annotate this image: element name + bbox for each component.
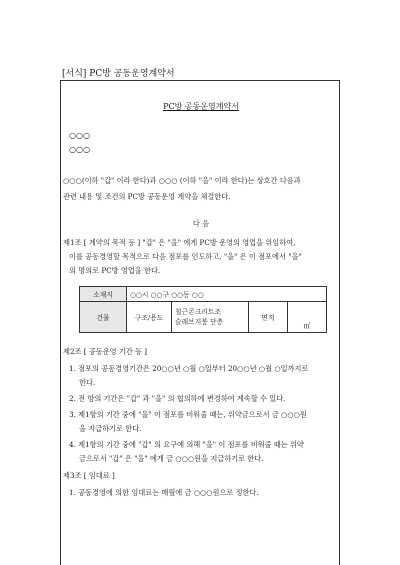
area-unit: ㎡ xyxy=(288,302,327,333)
structure-label: 구조/용도 xyxy=(127,302,172,333)
article-2-item-3b: 을 지급하기로 한다. xyxy=(79,424,142,433)
location-value: ○○시 ○○구 ○○동 ○○ xyxy=(127,287,327,302)
location-label: 소재지 xyxy=(80,287,127,302)
article-2-item-3a: 3. 제1항의 기간 중에 "을" 이 점포를 비워줄 때는, 위약금으로서 금 ○○○원 xyxy=(69,410,307,419)
article-1-title: 제1조 [ 계약의 목적 등 ] "갑" 은 "을" 에게 PC방 운영의 영업을 위임하여, xyxy=(63,238,296,247)
article-2-item-1b: 한다. xyxy=(79,378,96,387)
article-3-title: 제3조 [ 임대료 ] xyxy=(63,471,115,480)
structure-value-line-1: 철근콘크리트조 xyxy=(175,308,221,316)
structure-value xyxy=(172,302,249,333)
contract-frame xyxy=(60,80,340,565)
article-2-item-1a: 1. 점포의 공동경영기간은 20○○년 ○월 ○일부터 20○○년 ○월 ○일까지로 xyxy=(69,364,309,373)
intro-line-2: 관련 내용 및 조건의 PC방 공동운영 계약을 체결한다. xyxy=(63,192,231,201)
article-1-line-2: 이를 공동경영할 목적으로 다음 점포를 인도하고, "을" 은 이 점포에서 "을" xyxy=(69,252,302,261)
intro-line-1: ○○○(이하 "갑" 이라 한다)과 ○○○ (이하 "을" 이라 한다)는 상호간 다음과 xyxy=(63,176,301,185)
form-label: [서식] PC방 공동운영계약서 xyxy=(62,69,175,79)
party-b: ○○○ xyxy=(69,145,90,154)
section-heading: 다 음 xyxy=(192,219,210,228)
article-2-item-4a: 4. 제1항의 기간 중에 "갑" 의 요구에 의해 "을" 이 점포를 비워줄 때는 위약 xyxy=(69,440,304,449)
article-2-item-2: 2. 전 항의 기간은 "갑" 과 "을" 의 협의하에 변경하여 계속할 수 있다. xyxy=(69,394,286,403)
property-table xyxy=(79,286,327,333)
structure-value-line-2: 슬래브지붕 단층 xyxy=(175,318,224,326)
document-title: PC방 공동운영계약서 xyxy=(163,102,239,111)
building-label: 건물 xyxy=(80,302,127,333)
article-2-title: 제2조 [ 공동운영 기간 등 ] xyxy=(63,347,148,356)
article-3-item-1: 1. 공동경영에 의한 임대료는 매월에 금 ○○○원으로 정한다. xyxy=(69,488,259,497)
area-label: 면적 xyxy=(249,302,288,333)
party-a: ○○○ xyxy=(69,131,90,140)
article-2-item-4b: 금으로서 "갑" 은 "을" 에게 금 ○○○원을 지급하기로 한다. xyxy=(79,454,264,463)
article-1-line-3: 의 명의로 PC방 영업을 한다. xyxy=(69,266,161,275)
